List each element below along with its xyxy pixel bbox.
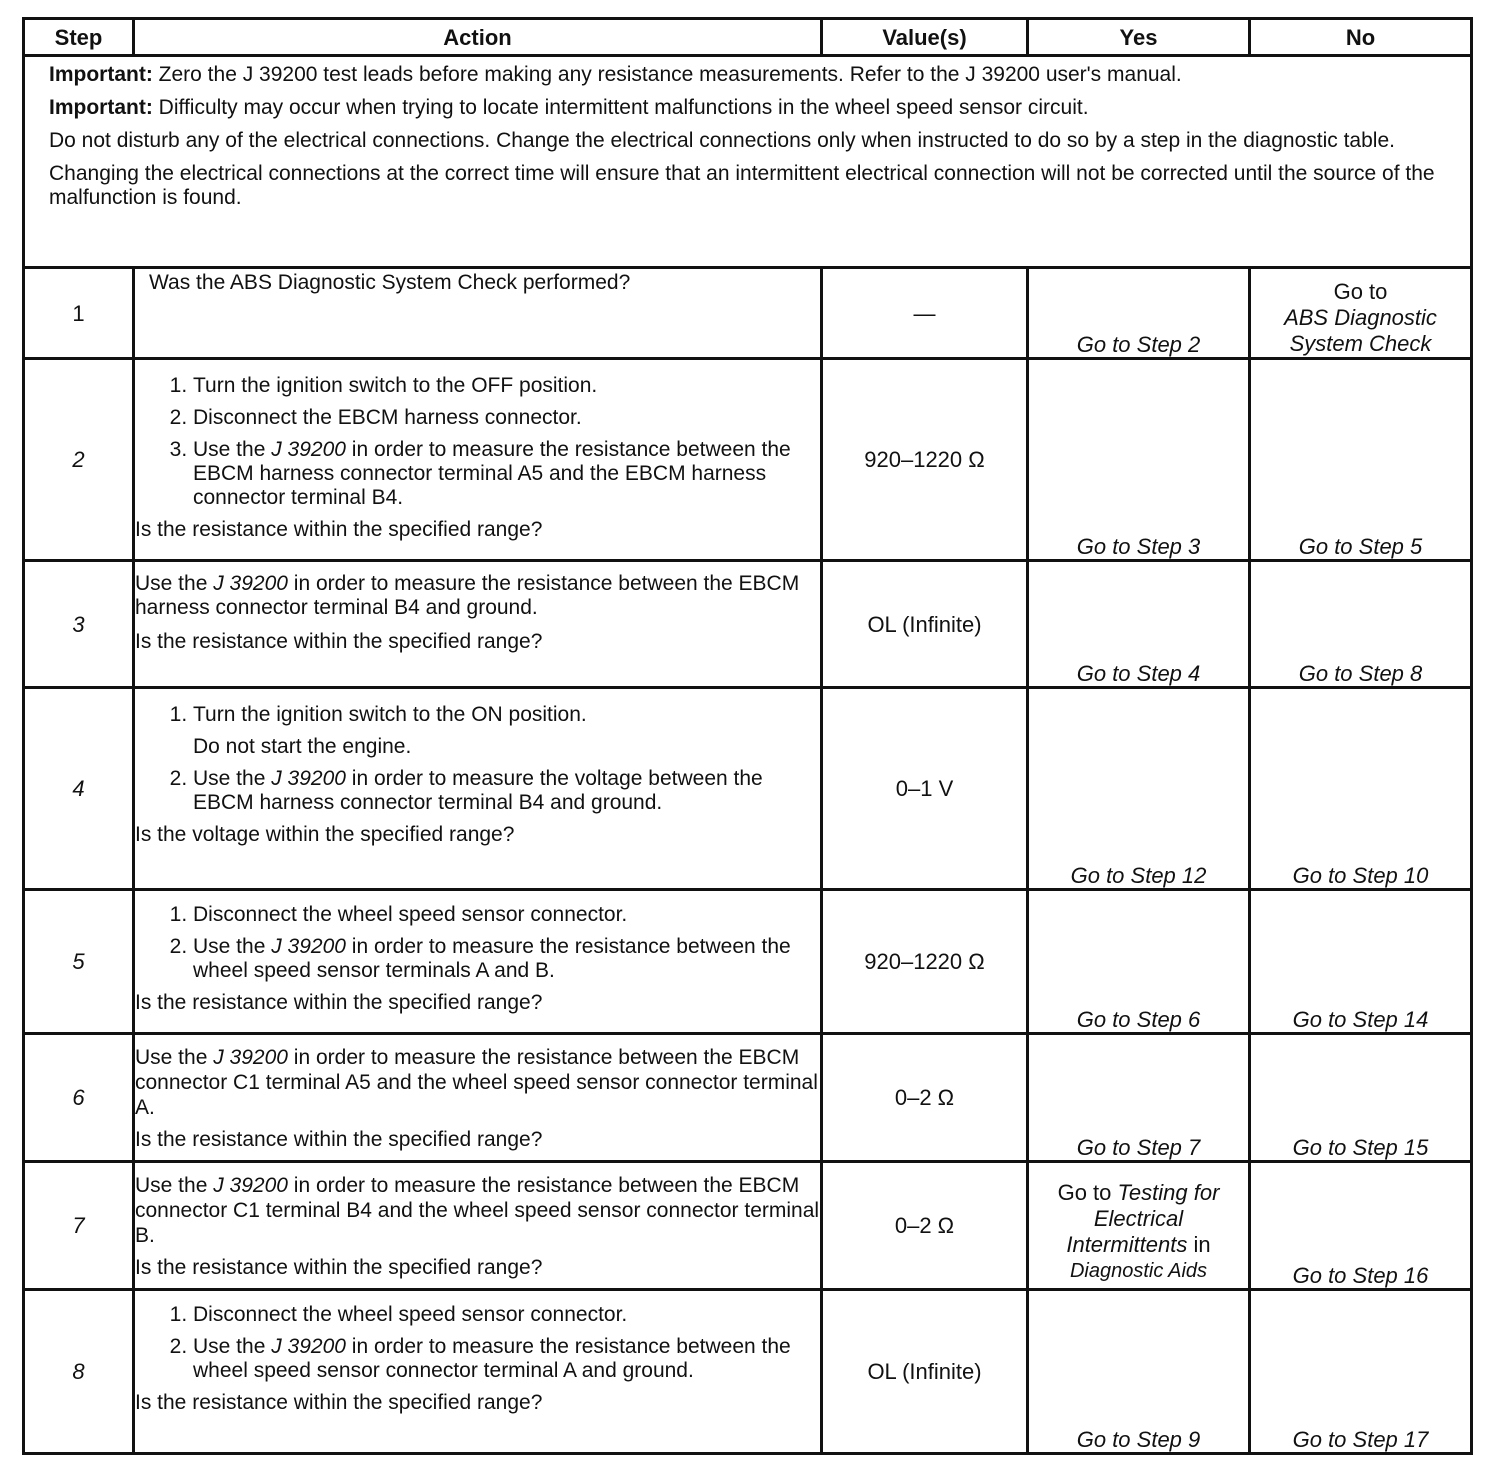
note-2 [49,96,1460,120]
header-yes: Yes [1028,19,1250,56]
action-steps [135,903,820,983]
text-fragment: in order to measure the voltage between the EBCM harness connector terminal B4 and ground. [193,767,763,814]
header-action: Action [134,19,822,56]
text-fragment: Turn the ignition switch to the ON position. [193,703,587,726]
action-question: Is the resistance within the specified range? [135,991,543,1014]
no-cell: Go to Step 14 [1250,890,1472,1034]
note-2-label: Important: [49,96,153,119]
yes-cell: Go to Step 12 [1028,688,1250,890]
list-item [193,935,820,983]
step-number: 2 [24,359,134,561]
value-cell: 920–1220 Ω [822,890,1028,1034]
table-row [24,359,1472,561]
step-number: 8 [24,1290,134,1454]
header-row [24,19,1472,56]
yes-cell: Go to Step 6 [1028,890,1250,1034]
no-cell [1250,268,1472,359]
step-number: 1 [24,268,134,359]
yes-cell: Go to Step 3 [1028,359,1250,561]
text-fragment: Use the [193,935,272,958]
text-fragment: Use the [135,1046,214,1069]
table-row [24,561,1472,688]
list-item [193,703,820,759]
yes-link-target: Testing for Electrical Intermittents [1066,1180,1220,1257]
tool-name: J 39200 [213,1174,288,1197]
action-cell [134,359,822,561]
yes-cell: Go to Step 2 [1028,268,1250,359]
no-cell: Go to Step 8 [1250,561,1472,688]
table-row [24,1034,1472,1162]
sub-note: Do not start the engine. [193,735,412,758]
header-values: Value(s) [822,19,1028,56]
value-cell: 920–1220 Ω [822,359,1028,561]
action-cell [134,1034,822,1162]
note-4: Changing the electrical connections at the correct time will ensure that an intermittent electrical connection will not be corrected until the source of the malfunction is found. [49,162,1435,209]
note-3: Do not disturb any of the electrical connections. Change the electrical connections only when instructed to do so by a step in the diagnostic table. [49,129,1395,152]
text-fragment: Use the [193,767,272,790]
yes-link-mid: in [1187,1232,1211,1257]
action-question: Is the resistance within the specified range? [135,518,543,541]
tool-name: J 39200 [271,1335,346,1358]
yes-cell: Go to Step 4 [1028,561,1250,688]
action-question: Is the resistance within the specified range? [135,1128,543,1151]
action-question: Is the resistance within the specified range? [135,1391,543,1414]
action-cell [134,1162,822,1290]
action-steps [135,703,820,815]
value-cell: OL (Infinite) [822,1290,1028,1454]
text-fragment: Use the [193,438,272,461]
action-cell [134,268,822,359]
tool-name: J 39200 [271,438,346,461]
header-step: Step [24,19,134,56]
action-cell [134,561,822,688]
value-cell: 0–2 Ω [822,1162,1028,1290]
table-row [24,1290,1472,1454]
value-cell: 0–2 Ω [822,1034,1028,1162]
list-item [193,1335,820,1383]
yes-cell: Go to Step 9 [1028,1290,1250,1454]
list-item: 1. Turn the ignition switch to the OFF position. [193,374,820,398]
action-cell [134,1290,822,1454]
header-no: No [1250,19,1472,56]
list-item [193,767,820,815]
no-link-target: ABS Diagnostic System Check [1284,305,1437,356]
tool-name: J 39200 [271,935,346,958]
important-notes [24,56,1472,268]
list-item: 2. Disconnect the EBCM harness connector. [193,406,820,430]
list-item [193,438,820,510]
no-cell: Go to Step 16 [1250,1162,1472,1290]
table-row [24,688,1472,890]
note-1 [49,63,1460,87]
table-row [24,268,1472,359]
action-question: Is the voltage within the specified range? [135,823,515,846]
list-item: 1. Disconnect the wheel speed sensor connector. [193,903,820,927]
yes-link-target-2: Diagnostic Aids [1069,1260,1208,1282]
yes-cell: Go to Step 7 [1028,1034,1250,1162]
text-fragment: in order to measure the resistance between the wheel speed sensor connector terminal A and ground. [193,1335,791,1382]
note-2-text: Difficulty may occur when trying to locate intermittent malfunctions in the wheel speed sensor circuit. [152,96,1089,119]
no-cell: Go to Step 15 [1250,1034,1472,1162]
table-row [24,890,1472,1034]
action-question: Is the resistance within the specified range? [135,630,543,653]
note-1-label: Important: [49,63,153,86]
text-fragment: in order to measure the resistance between the wheel speed sensor terminals A and B. [193,935,791,982]
tool-name: J 39200 [213,1046,288,1069]
value-cell: — [822,268,1028,359]
tool-name: J 39200 [271,767,346,790]
value-cell: 0–1 V [822,688,1028,890]
action-cell [134,890,822,1034]
no-cell: Go to Step 17 [1250,1290,1472,1454]
yes-link-prefix: Go to [1057,1180,1118,1205]
text-fragment: in order to measure the resistance between the EBCM harness connector terminal B4 and ground. [135,572,800,619]
no-cell: Go to Step 10 [1250,688,1472,890]
text-fragment: Use the [135,1174,214,1197]
step-number: 6 [24,1034,134,1162]
tool-name: J 39200 [213,572,288,595]
action-steps [135,1303,820,1383]
note-1-text: Zero the J 39200 test leads before making any resistance measurements. Refer to the J 39200 user's manual. [152,63,1182,86]
action-question: Was the ABS Diagnostic System Check performed? [149,271,631,294]
list-item: 1. Disconnect the wheel speed sensor connector. [193,1303,820,1327]
value-cell: OL (Infinite) [822,561,1028,688]
step-number: 5 [24,890,134,1034]
action-cell [134,688,822,890]
no-cell: Go to Step 5 [1250,359,1472,561]
table-row [24,1162,1472,1290]
text-fragment: in order to measure the resistance between the EBCM connector C1 terminal A5 and the wheel speed sensor connector terminal A. [135,1046,818,1119]
text-fragment: Use the [193,1335,272,1358]
notes-row [24,56,1472,268]
action-text [135,1045,820,1120]
text-fragment: Use the [135,572,214,595]
text-fragment: in order to measure the resistance between the EBCM harness connector terminal A5 and the EBCM harness connector terminal B4. [193,438,791,509]
step-number: 7 [24,1162,134,1290]
action-text [135,1173,820,1248]
yes-cell [1028,1162,1250,1290]
action-text [135,572,820,620]
text-fragment: in order to measure the resistance between the EBCM connector C1 terminal B4 and the wheel speed sensor connector terminal B. [135,1174,820,1247]
action-question: Is the resistance within the specified range? [135,1256,543,1279]
action-steps [135,374,820,510]
no-link-prefix: Go to [1333,279,1388,304]
diagnostic-table [22,17,1473,1455]
step-number: 3 [24,561,134,688]
step-number: 4 [24,688,134,890]
